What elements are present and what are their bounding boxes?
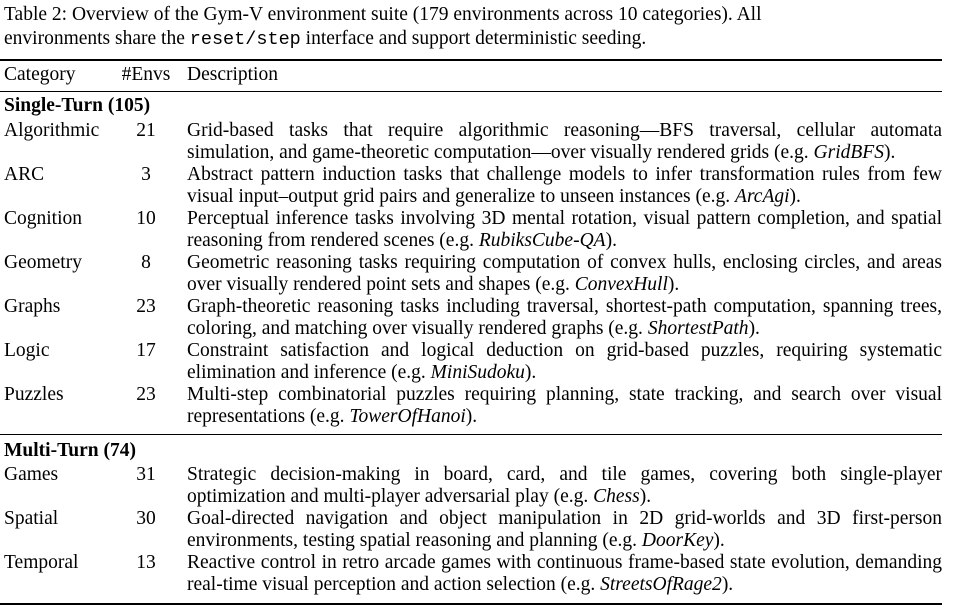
row-envs: 23	[136, 384, 156, 405]
row-example: DoorKey	[641, 530, 714, 551]
row-envs: 21	[136, 120, 156, 141]
row-desc-tail: ).	[667, 274, 680, 295]
caption-label: Table 2:	[4, 4, 68, 25]
top-rule	[0, 59, 942, 61]
row-desc-tail: ).	[639, 486, 652, 507]
row-category: Puzzles	[4, 384, 64, 405]
row-example: RubiksCube-QA	[478, 230, 606, 251]
row-category: Temporal	[4, 552, 79, 573]
header-category: Category	[4, 64, 76, 85]
row-category: ARC	[4, 164, 45, 185]
row-description	[187, 384, 942, 428]
row-envs: 3	[141, 164, 151, 185]
row-example: ConvexHull	[574, 274, 668, 295]
row-desc-text: Geometric reasoning tasks requiring computation of convex hulls, enclosing circles, and areas over visually rendered point sets and shapes (e.g.	[187, 252, 942, 295]
row-example: TowerOfHanoi	[349, 406, 466, 427]
row-category: Spatial	[4, 508, 59, 529]
row-desc-text: Abstract pattern induction tasks that challenge models to infer transformation rules from few visual input–output grid pairs and generalize to unseen instances (e.g.	[187, 164, 942, 207]
row-description	[187, 552, 942, 596]
row-category: Graphs	[4, 296, 61, 317]
header-envs: #Envs	[121, 64, 171, 85]
row-envs: 17	[136, 340, 156, 361]
row-envs: 30	[136, 508, 156, 529]
row-desc-tail: ).	[748, 318, 760, 339]
row-desc-text: Goal-directed navigation and object manipulation in 2D grid-worlds and 3D first-person environments, testing spatial reasoning and planning (e.g.	[187, 508, 942, 551]
row-desc-text: Grid-based tasks that require algorithmic reasoning—BFS traversal, cellular automata simulation, and game-theoretic computation—over visually rendered grids (e.g.	[187, 120, 942, 163]
row-desc-tail: ).	[883, 142, 896, 163]
header-rule	[0, 91, 942, 92]
row-description	[187, 252, 942, 296]
row-example: StreetsOfRage2	[600, 574, 722, 595]
row-desc-tail: ).	[789, 186, 801, 207]
row-desc-tail: ).	[605, 230, 617, 251]
row-example: ArcAgi	[735, 186, 790, 207]
row-description	[187, 508, 942, 552]
row-desc-text: Strategic decision-making in board, card, and tile games, covering both single-player optimization and multi-player adversarial play (e.g.	[187, 464, 942, 507]
row-category: Logic	[4, 340, 50, 361]
row-example: ShortestPath	[647, 318, 749, 339]
row-description	[187, 340, 942, 384]
caption-line2-before: environments share the	[4, 28, 190, 49]
row-category: Algorithmic	[4, 120, 100, 141]
row-envs: 13	[136, 552, 156, 573]
row-description	[187, 164, 942, 208]
row-desc-text: Perceptual inference tasks involving 3D mental rotation, visual pattern completion, and spatial reasoning from rendered scenes (e.g.	[187, 208, 942, 251]
section-rule	[0, 434, 942, 435]
row-description	[187, 296, 942, 340]
caption-line-2	[4, 27, 942, 52]
row-desc-tail: ).	[721, 574, 734, 595]
row-description	[187, 120, 942, 164]
row-example: GridBFS	[813, 142, 884, 163]
row-category: Cognition	[4, 208, 83, 229]
row-desc-tail: ).	[713, 530, 725, 551]
row-desc-text: Multi-step combinatorial puzzles requiring planning, state tracking, and search over visual representations (e.g.	[187, 384, 942, 427]
row-desc-text: Graph-theoretic reasoning tasks including traversal, shortest-path computation, spanning trees, coloring, and matching over visually rendered graphs (e.g.	[187, 296, 942, 339]
row-desc-tail: ).	[465, 406, 478, 427]
row-envs: 8	[141, 252, 151, 273]
row-envs: 31	[136, 464, 156, 485]
row-desc-tail: ).	[524, 362, 537, 383]
row-desc-text: Reactive control in retro arcade games with continuous frame-based state evolution, demanding real-time visual perception and action selection (e.g.	[187, 552, 942, 595]
table-caption	[4, 3, 942, 52]
row-category: Geometry	[4, 252, 82, 273]
header-description: Description	[187, 64, 278, 85]
row-category: Games	[4, 464, 59, 485]
bottom-rule	[0, 603, 942, 605]
row-description	[187, 464, 942, 508]
caption-text: Overview of the Gym-V environment suite (179 environments across 10 categories). All	[71, 4, 762, 25]
caption-line2-after: interface and support deterministic seeding.	[300, 28, 647, 49]
row-desc-text: Constraint satisfaction and logical deduction on grid-based puzzles, requiring systematic elimination and inference (e.g.	[187, 340, 942, 383]
section-title-multi-turn: Multi-Turn (74)	[4, 440, 136, 461]
caption-code: reset/step	[189, 29, 301, 50]
section-title-single-turn: Single-Turn (105)	[4, 95, 151, 116]
row-example: Chess	[593, 486, 640, 507]
row-envs: 23	[136, 296, 156, 317]
row-envs: 10	[136, 208, 156, 229]
row-example: MiniSudoku	[430, 362, 525, 383]
row-description	[187, 208, 942, 252]
